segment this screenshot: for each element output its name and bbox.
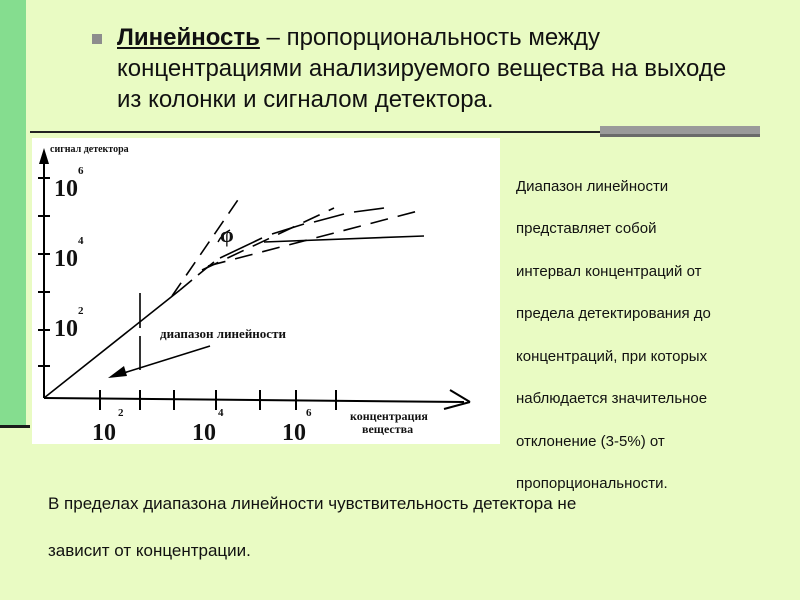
side-text-line: представляет собой xyxy=(516,220,657,237)
side-text-line: отклонение (3-5%) от xyxy=(516,433,665,450)
x-axis-label-line2: вещества xyxy=(362,422,414,436)
x-tick-label-base: 10 xyxy=(282,420,306,444)
title-divider xyxy=(30,131,610,133)
y-tick-label-exp: 6 xyxy=(78,165,84,177)
left-accent-bar xyxy=(0,0,26,428)
side-text-line: наблюдается значительное xyxy=(516,390,708,407)
x-tick-label-base: 10 xyxy=(92,420,116,444)
linear-range-annotation: диапазон линейности xyxy=(160,326,286,341)
linearity-diagram-svg xyxy=(32,138,500,444)
y-tick-label-exp: 2 xyxy=(78,305,84,317)
title-definition: – пропорциональность между концентрациями анализируемого вещества на выходе из колонки и сигналом детектора. xyxy=(117,24,727,113)
tangent-lines xyxy=(202,208,422,270)
slide-title xyxy=(117,22,737,115)
x-tick-label-exp: 6 xyxy=(306,407,312,419)
y-tick-label-exp: 4 xyxy=(78,235,84,247)
angle-phi-label: φ xyxy=(220,222,234,247)
side-text-line: предела детектирования до xyxy=(516,305,711,322)
title-term: Линейность xyxy=(117,24,260,51)
annotation-arrow-head xyxy=(108,366,127,378)
side-text-line: пропорциональности. xyxy=(516,475,668,492)
y-axis-arrow xyxy=(39,148,49,164)
deviation-line xyxy=(264,236,424,242)
title-divider-accent-shadow xyxy=(600,134,760,137)
annotation-arrow-line xyxy=(114,346,210,376)
side-text-line: концентраций, при которых xyxy=(516,348,708,365)
linearity-diagram xyxy=(32,138,500,444)
side-text-line: Диапазон линейности xyxy=(516,178,669,195)
bottom-statement-line1: В пределах диапазона линейности чувствительность детектора не xyxy=(48,494,577,513)
bottom-statement-line2: зависит от концентрации. xyxy=(48,541,251,560)
x-axis xyxy=(44,398,464,402)
x-tick-label-base: 10 xyxy=(192,420,216,444)
left-divider xyxy=(0,425,30,428)
y-axis-label: сигнал детектора xyxy=(50,144,129,155)
x-tick-label-exp: 2 xyxy=(118,407,124,419)
y-tick-label-base: 10 xyxy=(54,176,78,202)
signal-curve xyxy=(44,208,384,398)
side-text-line: интервал концентраций от xyxy=(516,263,702,280)
x-axis-arrow-lower xyxy=(444,402,470,409)
bullet-icon xyxy=(92,34,102,44)
x-tick-label-exp: 4 xyxy=(218,407,224,419)
y-tick-label-base: 10 xyxy=(54,316,78,342)
y-tick-label-base: 10 xyxy=(54,246,78,272)
x-axis-arrow xyxy=(450,390,470,402)
x-axis-label-line1: концентрация xyxy=(350,409,428,423)
